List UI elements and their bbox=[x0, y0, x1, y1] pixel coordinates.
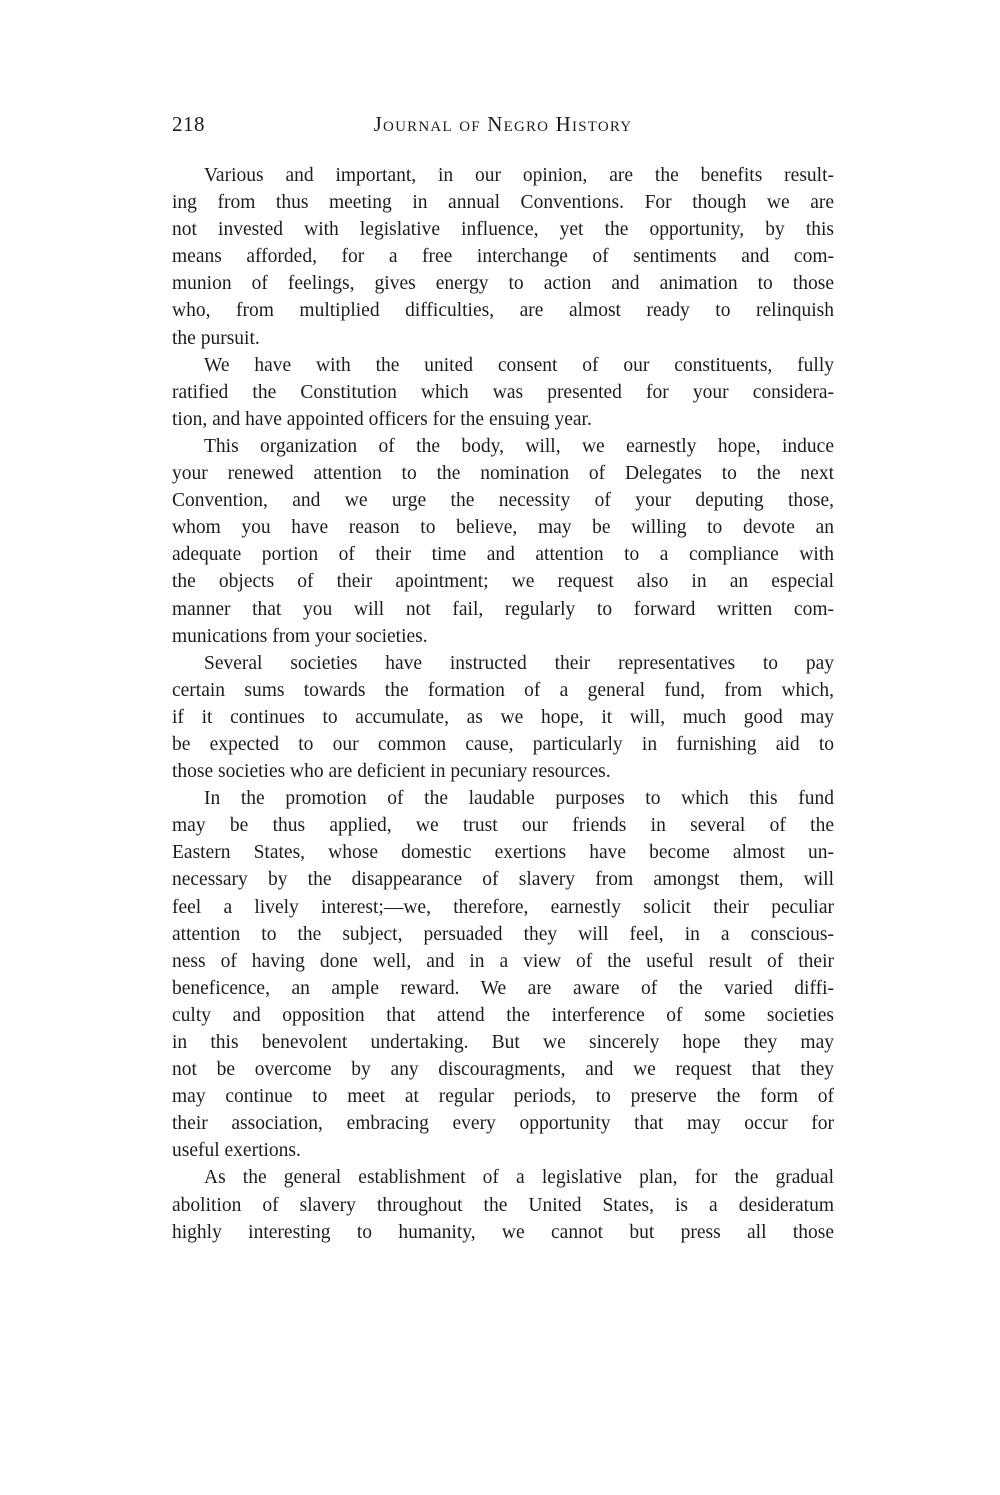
text-line: who, from multiplied difficulties, are almost ready to relinquish bbox=[172, 300, 834, 322]
text-line: We have with the united consent of our constituents, fully bbox=[204, 354, 834, 376]
paragraph bbox=[172, 352, 834, 433]
text-line: tion, and have appointed officers for the ensuing year. bbox=[172, 408, 592, 430]
text-line: ing from thus meeting in annual Conventions. For though we are bbox=[172, 192, 834, 214]
text-line: necessary by the disappearance of slavery from amongst them, will bbox=[172, 869, 834, 891]
text-line: As the general establishment of a legislative plan, for the gradual bbox=[204, 1167, 834, 1189]
text-line: highly interesting to humanity, we cannot but press all those bbox=[172, 1221, 834, 1243]
text-line: means afforded, for a free interchange of sentiments and com- bbox=[172, 246, 834, 268]
text-line: certain sums towards the formation of a general fund, from which, bbox=[172, 679, 834, 701]
journal-title: Journal of Negro History bbox=[373, 112, 633, 136]
text-line: may continue to meet at regular periods, to preserve the form of bbox=[172, 1086, 834, 1108]
text-line: Several societies have instructed their representatives to pay bbox=[204, 652, 834, 674]
text-line: ness of having done well, and in a view of the useful result of their bbox=[172, 950, 834, 972]
paragraph bbox=[172, 433, 834, 650]
text-line: munion of feelings, gives energy to action and animation to those bbox=[172, 273, 834, 295]
text-line: In the promotion of the laudable purposes to which this fund bbox=[204, 788, 834, 810]
paragraph bbox=[172, 650, 834, 785]
running-head bbox=[172, 112, 834, 144]
text-line: those societies who are deficient in pecuniary resources. bbox=[172, 761, 611, 783]
text-line: ratified the Constitution which was presented for your considera- bbox=[172, 381, 834, 403]
text-line: whom you have reason to believe, may be willing to devote an bbox=[172, 517, 834, 539]
text-line: adequate portion of their time and attention to a compliance with bbox=[172, 544, 834, 566]
text-line: Various and important, in our opinion, are the benefits result- bbox=[204, 165, 834, 186]
text-line: the objects of their apointment; we request also in an especial bbox=[172, 571, 834, 593]
text-line: beneficence, an ample reward. We are aware of the varied diffi- bbox=[172, 977, 834, 999]
paragraph bbox=[172, 162, 834, 352]
body-text bbox=[172, 162, 834, 1246]
text-line: munications from your societies. bbox=[172, 625, 428, 647]
paragraph bbox=[172, 785, 834, 1164]
text-line: Convention, and we urge the necessity of your deputing those, bbox=[172, 490, 834, 512]
text-line: abolition of slavery throughout the United States, is a desideratum bbox=[172, 1194, 834, 1216]
text-line: the pursuit. bbox=[172, 327, 260, 349]
text-line: may be thus applied, we trust our friends in several of the bbox=[172, 815, 834, 837]
text-line: culty and opposition that attend the interference of some societies bbox=[172, 1004, 834, 1026]
text-line: if it continues to accumulate, as we hope, it will, much good may bbox=[172, 706, 834, 728]
text-line: feel a lively interest;—we, therefore, earnestly solicit their peculiar bbox=[172, 896, 834, 918]
text-line: Eastern States, whose domestic exertions have become almost un- bbox=[172, 842, 834, 864]
text-line: their association, embracing every opportunity that may occur for bbox=[172, 1113, 834, 1135]
text-line: manner that you will not fail, regularly to forward written com- bbox=[172, 598, 834, 620]
text-line: useful exertions. bbox=[172, 1140, 301, 1162]
text-line: This organization of the body, will, we earnestly hope, induce bbox=[204, 435, 834, 457]
text-line: in this benevolent undertaking. But we sincerely hope they may bbox=[172, 1032, 834, 1053]
text-line: not invested with legislative influence, yet the opportunity, by this bbox=[172, 219, 834, 241]
text-line: be expected to our common cause, particularly in furnishing aid to bbox=[172, 733, 834, 755]
page-number: 218 bbox=[172, 112, 205, 136]
paragraph bbox=[172, 1164, 834, 1245]
text-line: attention to the subject, persuaded they will feel, in a conscious- bbox=[172, 923, 834, 945]
text-line: your renewed attention to the nomination of Delegates to the next bbox=[172, 463, 834, 485]
text-line: not be overcome by any discouragments, and we request that they bbox=[172, 1059, 834, 1081]
